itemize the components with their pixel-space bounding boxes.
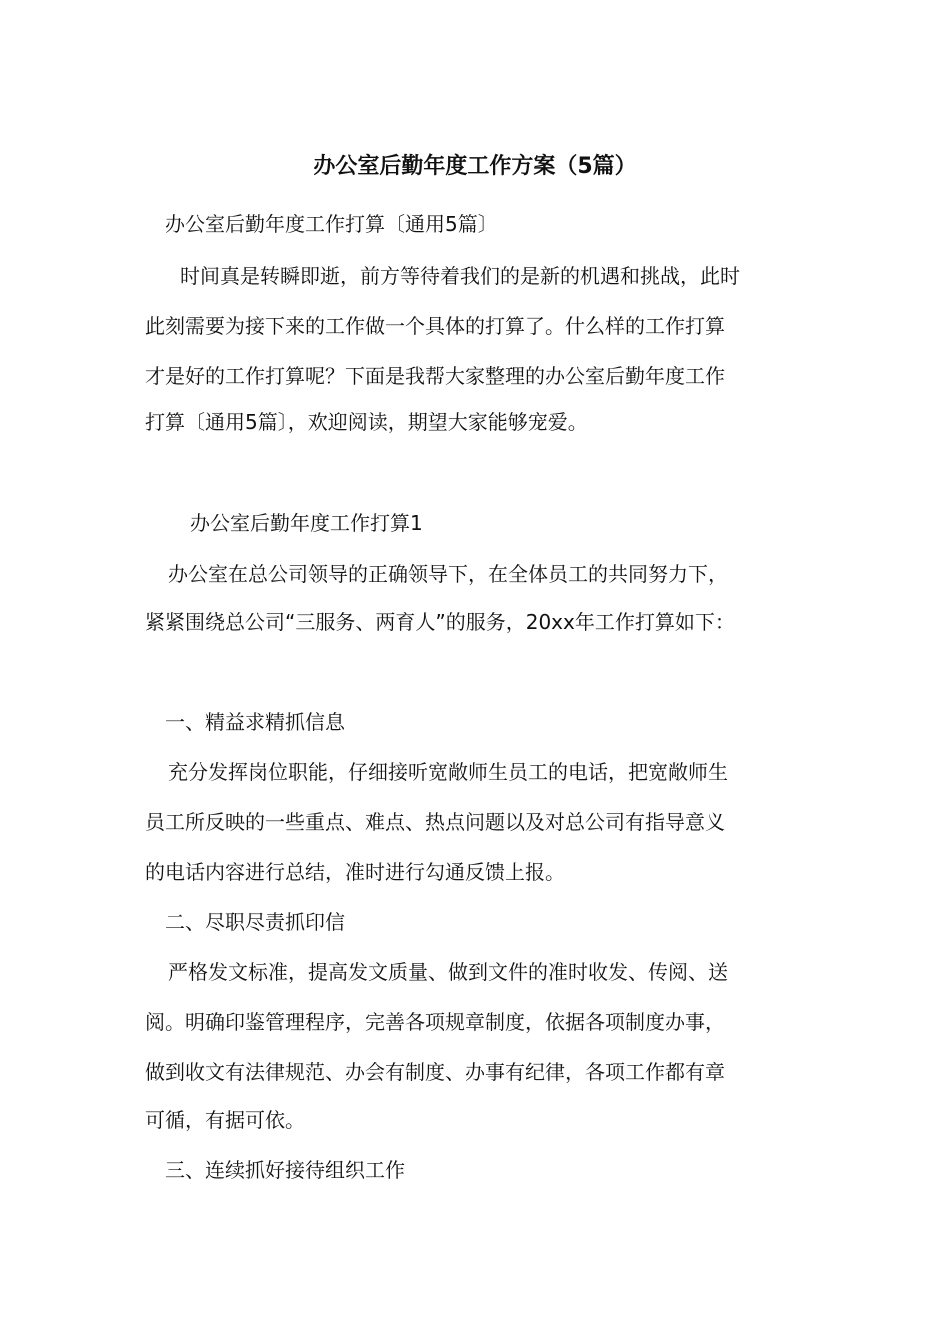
section1-line-1: 办公室在总公司领导的正确领导下，在全体员工的共同努力下， [168,562,728,586]
intro-line-3: 才是好的工作打算呢？下面是我帮大家整理的办公室后勤年度工作 [145,364,725,388]
intro-line-4: 打算〔通用5篇〕，欢迎阅读，期望大家能够宠爱。 [145,410,588,434]
item2-line-1: 严格发文标准，提高发文质量、做到文件的准时收发、传阅、送 [168,960,728,984]
intro-line-2: 此刻需要为接下来的工作做一个具体的打算了。什么样的工作打算 [145,314,725,338]
item-heading-1: 一、精益求精抓信息 [165,710,345,734]
section-heading-1: 办公室后勤年度工作打算1 [190,511,423,535]
intro-line-1: 时间真是转瞬即逝，前方等待着我们的是新的机遇和挑战，此时 [180,264,740,288]
document-subtitle: 办公室后勤年度工作打算〔通用5篇〕 [165,212,498,236]
item-heading-2: 二、尽职尽责抓印信 [165,910,345,934]
item1-line-2: 员工所反映的一些重点、难点、热点问题以及对总公司有指导意义 [145,810,725,834]
document-title: 办公室后勤年度工作方案（5篇） [313,154,637,179]
item2-line-2: 阅。明确印鉴管理程序，完善各项规章制度，依据各项制度办事， [145,1010,725,1034]
item2-line-3: 做到收文有法律规范、办会有制度、办事有纪律，各项工作都有章 [145,1060,725,1084]
item1-line-3: 的电话内容进行总结，准时进行勾通反馈上报。 [145,860,565,884]
item1-line-1: 充分发挥岗位职能，仔细接听宽敞师生员工的电话，把宽敞师生 [168,760,728,784]
section1-line-2: 紧紧围绕总公司“三服务、两育人”的服务，20xx年工作打算如下： [145,610,735,634]
item2-line-4: 可循，有据可依。 [145,1108,305,1132]
item-heading-3: 三、连续抓好接待组织工作 [165,1158,405,1182]
